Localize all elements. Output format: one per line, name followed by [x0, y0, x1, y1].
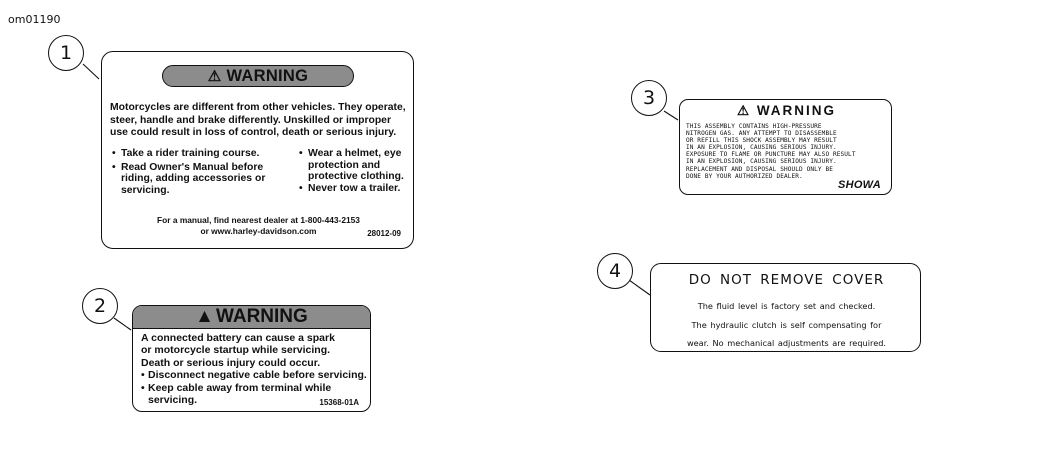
- warning-heading: WARNING: [756, 103, 837, 118]
- rider-warning-label: [101, 51, 414, 249]
- body-line: OR REFILL THIS SHOCK ASSEMBLY MAY RESULT: [686, 137, 837, 145]
- callout-1: 1: [48, 35, 84, 71]
- body-line: EXPOSURE TO FLAME OR PUNCTURE MAY ALSO RESULT: [686, 151, 856, 159]
- shock-warning-label: [679, 99, 892, 195]
- battery-warning-label: [132, 305, 371, 412]
- list-item: • Disconnect negative cable before servicing.: [141, 369, 370, 381]
- body-line: IN AN EXPLOSION, CAUSING SERIOUS INJURY.: [686, 144, 837, 152]
- leader-line-1: [83, 64, 99, 79]
- warning-body: [686, 123, 890, 180]
- figure-id: om01190: [8, 13, 61, 26]
- warning-banner: [133, 306, 370, 329]
- list-item: • Never tow a trailer.: [299, 183, 411, 195]
- body-line: DONE BY YOUR AUTHORIZED DEALER.: [686, 172, 803, 180]
- body-line: wear. No mechanical adjustments are required.: [686, 338, 887, 348]
- callout-2: 2: [82, 288, 118, 324]
- body-line: The fluid level is factory set and checked.: [697, 301, 876, 311]
- clutch-cover-label: [650, 263, 921, 352]
- footer-line: or www.harley-davidson.com: [200, 226, 317, 236]
- warning-heading: WARNING: [226, 66, 309, 85]
- leader-line-2: [114, 318, 131, 330]
- body-line: The hydraulic clutch is self compensating for: [691, 320, 882, 330]
- leader-line-4: [629, 280, 650, 295]
- warning-triangle-icon: ⚠: [736, 103, 752, 118]
- left-bullet-list: [112, 148, 282, 196]
- body-line: or motorcycle startup while servicing.: [141, 344, 331, 357]
- list-item: • Keep cable away from terminal while servicing.: [141, 382, 333, 407]
- list-item: • Take a rider training course.: [112, 148, 282, 160]
- body-line: NITROGEN GAS. ANY ATTEMPT TO DISASSEMBLE: [686, 130, 837, 138]
- right-bullet-list: [299, 148, 411, 194]
- body-line: THIS ASSEMBLY CONTAINS HIGH-PRESSURE: [686, 123, 822, 130]
- body-line: REPLACEMENT AND DISPOSAL SHOULD ONLY BE: [686, 165, 833, 173]
- list-item: • Read Owner's Manual before riding, adding accessories or servicing.: [112, 162, 282, 197]
- brand-logo: SHOWA: [837, 179, 881, 191]
- list-item: • Wear a helmet, eye protection and protective clothing.: [299, 148, 411, 183]
- body-line: A connected battery can cause a spark: [141, 332, 335, 344]
- warning-banner: [162, 65, 354, 87]
- footer-line: For a manual, find nearest dealer at 1-800-443-2153: [157, 215, 360, 225]
- part-number: 28012-09: [367, 229, 401, 238]
- body-line: Death or serious injury could occur.: [141, 356, 321, 369]
- part-number: 15368-01A: [319, 398, 359, 407]
- leader-line-3: [664, 111, 678, 120]
- warning-banner: [680, 103, 893, 119]
- label-title: DO NOT REMOVE COVER: [688, 272, 885, 288]
- warning-heading: WARNING: [215, 306, 308, 327]
- body-line: IN AN EXPLOSION, CAUSING SERIOUS INJURY.: [686, 158, 837, 166]
- callout-3: 3: [631, 80, 667, 116]
- callout-4: 4: [597, 253, 633, 289]
- warning-body: [133, 329, 370, 406]
- warning-triangle-icon: ⚠: [207, 68, 222, 85]
- warning-intro-text: Motorcycles are different from other vehicles. They operate, steer, handle and brake differently. Unskilled or improper use could result in loss of control, death or serious injury.: [110, 102, 406, 138]
- warning-triangle-icon: ▲: [195, 306, 214, 327]
